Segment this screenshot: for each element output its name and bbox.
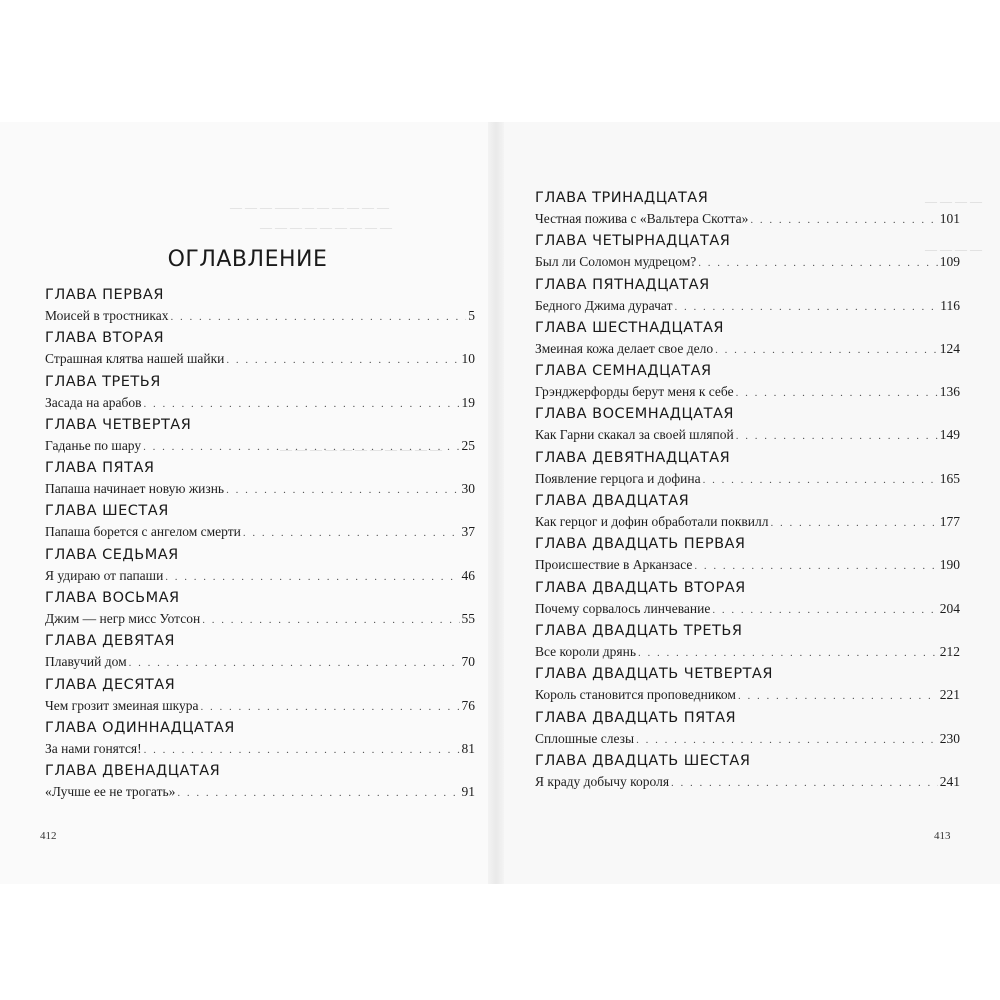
chapter-line — [535, 511, 960, 533]
toc-left-column — [45, 285, 475, 805]
chapter-heading: ГЛАВА СЕМНАДЦАТАЯ — [535, 363, 712, 380]
chapter-line — [45, 521, 475, 543]
chapter-title: Засада на арабов — [45, 394, 142, 410]
page-number: 190 — [939, 557, 960, 573]
chapter-line — [535, 338, 960, 360]
chapter-line — [45, 305, 475, 327]
toc-entry — [45, 458, 475, 501]
chapter-heading: ГЛАВА ДВАДЦАТЬ ШЕСТАЯ — [535, 752, 751, 769]
dot-leader — [736, 425, 938, 447]
chapter-line — [535, 554, 960, 576]
chapter-title: Папаша борется с ангелом смерти — [45, 524, 241, 540]
dot-leader — [694, 555, 937, 577]
chapter-title: Честная пожива с «Вальтера Скотта» — [535, 211, 749, 226]
page-number: 5 — [468, 308, 475, 323]
page-number: 241 — [939, 773, 960, 789]
dot-leader — [226, 479, 459, 501]
dot-leader — [201, 696, 460, 718]
chapter-title: Происшествие в Арканзасе — [535, 557, 693, 573]
dot-leader — [712, 599, 937, 621]
chapter-heading: ГЛАВА ПЯТАЯ — [45, 460, 155, 477]
chapter-heading: ГЛАВА ДВАДЦАТАЯ — [535, 493, 690, 510]
chapter-line — [45, 651, 475, 673]
chapter-title: Все короли дрянь — [535, 643, 637, 659]
toc-entry — [535, 664, 960, 707]
chapter-title: «Лучше ее не трогать» — [45, 784, 176, 800]
toc-entry — [535, 578, 960, 621]
chapter-heading: ГЛАВА ДВЕНАДЦАТАЯ — [45, 763, 221, 780]
chapter-line — [535, 424, 960, 446]
page-number: 91 — [461, 784, 475, 800]
dot-leader — [129, 652, 460, 674]
chapter-title: Плавучий дом — [45, 654, 127, 670]
bleed-through-text: — — — — — — — — — — [260, 220, 392, 234]
toc-entry — [45, 328, 475, 371]
chapter-heading: ГЛАВА ДЕВЯТАЯ — [45, 633, 176, 650]
chapter-heading: ГЛАВА ОДИННАДЦАТАЯ — [45, 719, 235, 736]
chapter-line — [535, 598, 960, 620]
chapter-line — [535, 771, 960, 793]
chapter-heading: ГЛАВА ВОСЬМАЯ — [45, 590, 180, 607]
toc-title: ОГЛАВЛЕНИЕ — [167, 247, 328, 272]
chapter-line — [45, 608, 475, 630]
chapter-heading: ГЛАВА ВТОРАЯ — [45, 330, 165, 347]
chapter-title: Джим — негр мисс Уотсон — [45, 611, 201, 627]
toc-entry — [535, 404, 960, 447]
dot-leader — [638, 642, 938, 664]
chapter-title: Король становится проповедником — [535, 687, 736, 703]
dot-leader — [715, 339, 938, 361]
page-number: 136 — [939, 384, 960, 400]
page-number: 81 — [461, 740, 475, 756]
dot-leader — [143, 393, 459, 415]
chapter-title: Моисей в тростниках — [45, 308, 169, 323]
dot-leader — [243, 522, 460, 544]
toc-entry — [535, 188, 960, 231]
page-number: 124 — [939, 340, 960, 356]
book-gutter — [488, 122, 504, 884]
toc-entry — [535, 361, 960, 404]
chapter-heading: ГЛАВА ТРЕТЬЯ — [45, 373, 161, 390]
chapter-line — [535, 381, 960, 403]
chapter-heading: ГЛАВА ДВАДЦАТЬ ВТОРАЯ — [535, 579, 746, 596]
chapter-heading: ГЛАВА ПЯТНАДЦАТАЯ — [535, 276, 710, 293]
page-number: 10 — [461, 351, 475, 367]
toc-entry — [45, 415, 475, 458]
chapter-title: Почему сорвалось линчевание — [535, 600, 711, 616]
toc-entry — [535, 534, 960, 577]
page-number-right: 413 — [934, 830, 951, 842]
toc-entry — [45, 631, 475, 674]
chapter-title: Как Гарни скакал за своей шляпой — [535, 427, 734, 443]
dot-leader — [770, 512, 937, 534]
chapter-heading: ГЛАВА ДВАДЦАТЬ ПЯТАЯ — [535, 709, 737, 726]
page-number: 76 — [461, 697, 475, 713]
chapter-line — [45, 435, 475, 457]
dot-leader — [226, 349, 459, 371]
chapter-title: Я удираю от папаши — [45, 567, 164, 583]
toc-entry — [535, 318, 960, 361]
toc-entry — [535, 448, 960, 491]
chapter-heading: ГЛАВА ЧЕТЫРНАДЦАТАЯ — [535, 233, 731, 250]
dot-leader — [165, 566, 459, 588]
chapter-line — [535, 208, 960, 230]
toc-entry — [45, 718, 475, 761]
chapter-line — [535, 295, 960, 317]
chapter-heading: ГЛАВА ЧЕТВЕРТАЯ — [45, 416, 192, 433]
dot-leader — [674, 296, 938, 318]
dot-leader — [202, 609, 459, 631]
chapter-line — [535, 684, 960, 706]
dot-leader — [636, 729, 938, 751]
toc-entry — [535, 708, 960, 751]
chapter-line — [45, 738, 475, 760]
page-number: 109 — [939, 254, 960, 270]
chapter-line — [45, 348, 475, 370]
chapter-heading: ГЛАВА ВОСЕМНАДЦАТАЯ — [535, 406, 734, 423]
page-number: 37 — [461, 524, 475, 540]
chapter-heading: ГЛАВА ШЕСТНАДЦАТАЯ — [535, 319, 724, 336]
bleed-through-text: — — — — — [925, 194, 982, 208]
page-number: 19 — [461, 394, 475, 410]
page-number: 25 — [461, 437, 475, 453]
chapter-line — [45, 781, 475, 803]
dot-leader — [177, 782, 459, 804]
dot-leader — [143, 436, 459, 458]
chapter-heading: ГЛАВА ПЕРВАЯ — [45, 287, 164, 303]
chapter-heading: ГЛАВА ДЕВЯТНАДЦАТАЯ — [535, 449, 731, 466]
chapter-heading: ГЛАВА ДВАДЦАТЬ ПЕРВАЯ — [535, 536, 746, 553]
chapter-line — [535, 468, 960, 490]
page-number: 204 — [939, 600, 960, 616]
toc-entry — [45, 761, 475, 804]
page-number: 177 — [939, 514, 960, 530]
chapter-title: Гаданье по шару — [45, 437, 142, 453]
dot-leader — [170, 306, 466, 328]
chapter-title: Змеиная кожа делает свое дело — [535, 340, 714, 356]
chapter-title: Страшная клятва нашей шайки — [45, 351, 225, 367]
bleed-through-text: — — — — — — — — — — — — [280, 442, 442, 456]
page-number-left: 412 — [40, 830, 57, 842]
dot-leader — [698, 252, 937, 274]
chapter-heading: ГЛАВА ШЕСТАЯ — [45, 503, 169, 520]
toc-right-column — [535, 188, 960, 794]
chapter-heading: ГЛАВА ТРИНАДЦАТАЯ — [535, 190, 709, 206]
chapter-line — [535, 728, 960, 750]
chapter-title: Появление герцога и дофина — [535, 470, 701, 486]
page-number: 46 — [461, 567, 475, 583]
dot-leader — [671, 772, 938, 794]
page-number: 212 — [939, 643, 960, 659]
page-number: 70 — [461, 654, 475, 670]
chapter-line — [45, 478, 475, 500]
toc-entry — [45, 372, 475, 415]
toc-entry — [535, 231, 960, 274]
chapter-line — [45, 695, 475, 717]
page-number: 101 — [939, 211, 960, 226]
page-number: 165 — [939, 470, 960, 486]
chapter-line — [45, 392, 475, 414]
chapter-line — [45, 565, 475, 587]
chapter-title: Был ли Соломон мудрецом? — [535, 254, 697, 270]
dot-leader — [144, 739, 460, 761]
page-number: 30 — [461, 481, 475, 497]
dot-leader — [703, 469, 938, 491]
dot-leader — [736, 382, 938, 404]
chapter-title: Папаша начинает новую жизнь — [45, 481, 225, 497]
toc-entry — [45, 501, 475, 544]
toc-entry — [45, 588, 475, 631]
toc-entry — [535, 275, 960, 318]
chapter-title: За нами гонятся! — [45, 740, 142, 756]
toc-entry — [535, 491, 960, 534]
chapter-heading: ГЛАВА ДВАДЦАТЬ ЧЕТВЕРТАЯ — [535, 666, 773, 683]
toc-entry — [45, 545, 475, 588]
chapter-line — [535, 251, 960, 273]
chapter-title: Грэнджерфорды берут меня к себе — [535, 384, 734, 400]
chapter-title: Как герцог и дофин обработали поквилл — [535, 514, 769, 530]
chapter-heading: ГЛАВА ДЕСЯТАЯ — [45, 676, 176, 693]
page-number: 149 — [939, 427, 960, 443]
dot-leader — [738, 685, 938, 707]
page-number: 55 — [461, 611, 475, 627]
chapter-title: Сплошные слезы — [535, 730, 635, 746]
page-number: 221 — [939, 687, 960, 703]
chapter-title: Бедного Джима дурачат — [535, 297, 673, 313]
toc-entry — [45, 285, 475, 328]
chapter-line — [535, 641, 960, 663]
chapter-title: Чем грозит змеиная шкура — [45, 697, 199, 713]
toc-entry — [45, 675, 475, 718]
bleed-through-text: — — — —— — — — — — — — [230, 200, 389, 214]
toc-entry — [535, 621, 960, 664]
chapter-heading: ГЛАВА ДВАДЦАТЬ ТРЕТЬЯ — [535, 622, 743, 639]
toc-entry — [535, 751, 960, 794]
page-number: 116 — [940, 297, 960, 313]
chapter-title: Я краду добычу короля — [535, 773, 670, 789]
bleed-through-text: — — — — — [925, 242, 982, 256]
dot-leader — [750, 209, 937, 231]
chapter-heading: ГЛАВА СЕДЬМАЯ — [45, 546, 179, 563]
page-number: 230 — [939, 730, 960, 746]
